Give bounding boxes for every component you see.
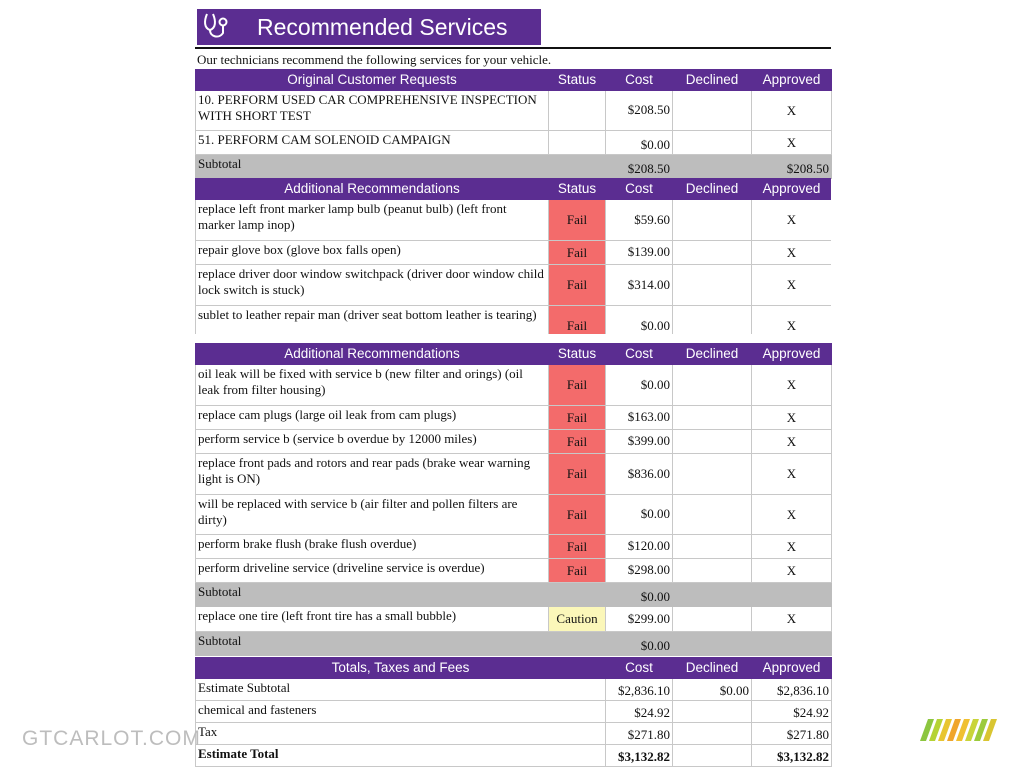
row-approved: X	[752, 430, 832, 454]
row-declined	[673, 406, 752, 430]
row-description: sublet to leather repair man (driver seat bottom leather is tearing)	[196, 306, 549, 335]
row-approved: X	[752, 306, 832, 335]
table-row	[196, 430, 832, 454]
totals-declined	[673, 745, 752, 767]
col-status: Status	[549, 344, 606, 365]
row-description: repair glove box (glove box falls open)	[196, 241, 549, 265]
intro-text: Our technicians recommend the following services for your vehicle.	[197, 52, 552, 67]
totals-cost: $3,132.82	[606, 745, 673, 767]
table-row	[196, 265, 832, 306]
row-cost: $0.00	[606, 306, 673, 335]
totals-label: Estimate Total	[196, 745, 606, 767]
row-status	[549, 91, 606, 131]
subtotal-declined	[673, 632, 752, 656]
col-declined: Declined	[673, 344, 752, 365]
row-cost: $399.00	[606, 430, 673, 454]
table-row	[196, 241, 832, 265]
row-approved: X	[752, 406, 832, 430]
row-approved: X	[752, 607, 832, 632]
title-bar	[197, 9, 541, 45]
col-cost: Cost	[606, 344, 673, 365]
table-row	[196, 91, 832, 131]
row-description: replace front pads and rotors and rear pads (brake wear warning light is ON)	[196, 454, 549, 495]
totals-approved: $24.92	[752, 701, 832, 723]
col-declined: Declined	[673, 70, 752, 91]
section-header	[196, 179, 832, 200]
row-description: replace left front marker lamp bulb (peanut bulb) (left front marker lamp inop)	[196, 200, 549, 241]
row-status: Caution	[549, 607, 606, 632]
additional-recommendations-table-1	[195, 178, 831, 334]
subtotal-row	[196, 155, 832, 179]
row-approved: X	[752, 265, 832, 306]
row-cost: $120.00	[606, 535, 673, 559]
row-declined	[673, 430, 752, 454]
totals-declined	[673, 723, 752, 745]
row-status: Fail	[549, 306, 606, 335]
additional-recommendations-page1	[195, 178, 831, 334]
watermark: GTCARLOT.COM	[22, 727, 201, 750]
row-cost: $299.00	[606, 607, 673, 632]
subtotal-row	[196, 583, 832, 607]
subtotal-approved	[752, 632, 832, 656]
table-row	[196, 200, 832, 241]
col-cost: Cost	[606, 70, 673, 91]
totals-cost: $2,836.10	[606, 679, 673, 701]
row-description: replace one tire (left front tire has a small bubble)	[196, 607, 549, 632]
row-description: perform brake flush (brake flush overdue)	[196, 535, 549, 559]
row-description: replace cam plugs (large oil leak from cam plugs)	[196, 406, 549, 430]
row-status: Fail	[549, 241, 606, 265]
totals-row	[196, 723, 832, 745]
row-approved: X	[752, 559, 832, 583]
row-declined	[673, 241, 752, 265]
row-cost: $208.50	[606, 91, 673, 131]
row-declined	[673, 200, 752, 241]
section-title: Additional Recommendations	[196, 344, 549, 365]
totals-row	[196, 745, 832, 767]
row-approved: X	[752, 91, 832, 131]
col-status: Status	[549, 70, 606, 91]
table-row	[196, 365, 832, 406]
table-row	[196, 406, 832, 430]
title-divider	[195, 47, 831, 49]
col-cost: Cost	[606, 179, 673, 200]
row-approved: X	[752, 131, 832, 155]
table-row	[196, 559, 832, 583]
section-header	[196, 70, 832, 91]
subtotal-status	[549, 632, 606, 656]
col-declined: Declined	[673, 658, 752, 679]
row-status: Fail	[549, 495, 606, 535]
table-row	[196, 535, 832, 559]
row-description: oil leak will be fixed with service b (new filter and orings) (oil leak from filter housing)	[196, 365, 549, 406]
col-cost: Cost	[606, 658, 673, 679]
row-approved: X	[752, 535, 832, 559]
row-approved: X	[752, 200, 832, 241]
table-row	[196, 306, 832, 335]
row-declined	[673, 454, 752, 495]
subtotal-label: Subtotal	[196, 583, 549, 607]
totals-cost: $24.92	[606, 701, 673, 723]
row-status	[549, 131, 606, 155]
subtotal-label: Subtotal	[196, 155, 549, 179]
totals-row	[196, 679, 832, 701]
table-row	[196, 607, 832, 632]
row-declined	[673, 306, 752, 335]
row-description: perform driveline service (driveline service is overdue)	[196, 559, 549, 583]
subtotal-approved	[752, 583, 832, 607]
row-declined	[673, 365, 752, 406]
subtotal-status	[549, 583, 606, 607]
subtotal-row	[196, 632, 832, 656]
col-approved: Approved	[752, 658, 832, 679]
totals-label: chemical and fasteners	[196, 701, 606, 723]
totals-approved: $2,836.10	[752, 679, 832, 701]
col-approved: Approved	[752, 70, 832, 91]
row-cost: $836.00	[606, 454, 673, 495]
row-description: 51. PERFORM CAM SOLENOID CAMPAIGN	[196, 131, 549, 155]
row-approved: X	[752, 495, 832, 535]
row-status: Fail	[549, 365, 606, 406]
totals-approved: $3,132.82	[752, 745, 832, 767]
row-declined	[673, 91, 752, 131]
totals-table	[195, 657, 832, 767]
col-status: Status	[549, 179, 606, 200]
subtotal-cost: $208.50	[606, 155, 673, 179]
row-status: Fail	[549, 559, 606, 583]
stethoscope-icon	[201, 11, 231, 41]
section-title: Additional Recommendations	[196, 179, 549, 200]
subtotal-cost: $0.00	[606, 583, 673, 607]
col-approved: Approved	[752, 179, 832, 200]
page-title: Recommended Services	[257, 14, 508, 40]
original-requests-table	[195, 69, 832, 179]
row-description: perform service b (service b overdue by 12000 miles)	[196, 430, 549, 454]
row-status: Fail	[549, 200, 606, 241]
row-cost: $298.00	[606, 559, 673, 583]
row-declined	[673, 607, 752, 632]
row-status: Fail	[549, 535, 606, 559]
row-approved: X	[752, 454, 832, 495]
row-status: Fail	[549, 454, 606, 495]
totals-declined	[673, 701, 752, 723]
row-approved: X	[752, 365, 832, 406]
row-declined	[673, 535, 752, 559]
striped-logo-icon	[920, 719, 998, 741]
row-cost: $0.00	[606, 495, 673, 535]
subtotal-cost: $0.00	[606, 632, 673, 656]
row-cost: $163.00	[606, 406, 673, 430]
row-status: Fail	[549, 430, 606, 454]
totals-label: Estimate Subtotal	[196, 679, 606, 701]
subtotal-approved: $208.50	[752, 155, 832, 179]
table-row	[196, 131, 832, 155]
row-status: Fail	[549, 406, 606, 430]
table-row	[196, 495, 832, 535]
row-declined	[673, 265, 752, 306]
subtotal-status	[549, 155, 606, 179]
totals-cost: $271.80	[606, 723, 673, 745]
section-header	[196, 344, 832, 365]
subtotal-label: Subtotal	[196, 632, 549, 656]
row-declined	[673, 131, 752, 155]
row-cost: $0.00	[606, 365, 673, 406]
row-declined	[673, 559, 752, 583]
row-cost: $59.60	[606, 200, 673, 241]
section-title: Original Customer Requests	[196, 70, 549, 91]
row-description: will be replaced with service b (air filter and pollen filters are dirty)	[196, 495, 549, 535]
totals-label: Tax	[196, 723, 606, 745]
row-description: replace driver door window switchpack (driver door window child lock switch is stuck)	[196, 265, 549, 306]
row-cost: $0.00	[606, 131, 673, 155]
row-cost: $314.00	[606, 265, 673, 306]
totals-row	[196, 701, 832, 723]
totals-approved: $271.80	[752, 723, 832, 745]
subtotal-declined	[673, 155, 752, 179]
col-declined: Declined	[673, 179, 752, 200]
section-title: Totals, Taxes and Fees	[196, 658, 606, 679]
section-header	[196, 658, 832, 679]
row-description: 10. PERFORM USED CAR COMPREHENSIVE INSPECTION WITH SHORT TEST	[196, 91, 549, 131]
col-approved: Approved	[752, 344, 832, 365]
table-row	[196, 454, 832, 495]
additional-recommendations-table-2	[195, 343, 832, 656]
row-approved: X	[752, 241, 832, 265]
subtotal-declined	[673, 583, 752, 607]
row-declined	[673, 495, 752, 535]
totals-declined: $0.00	[673, 679, 752, 701]
row-status: Fail	[549, 265, 606, 306]
row-cost: $139.00	[606, 241, 673, 265]
